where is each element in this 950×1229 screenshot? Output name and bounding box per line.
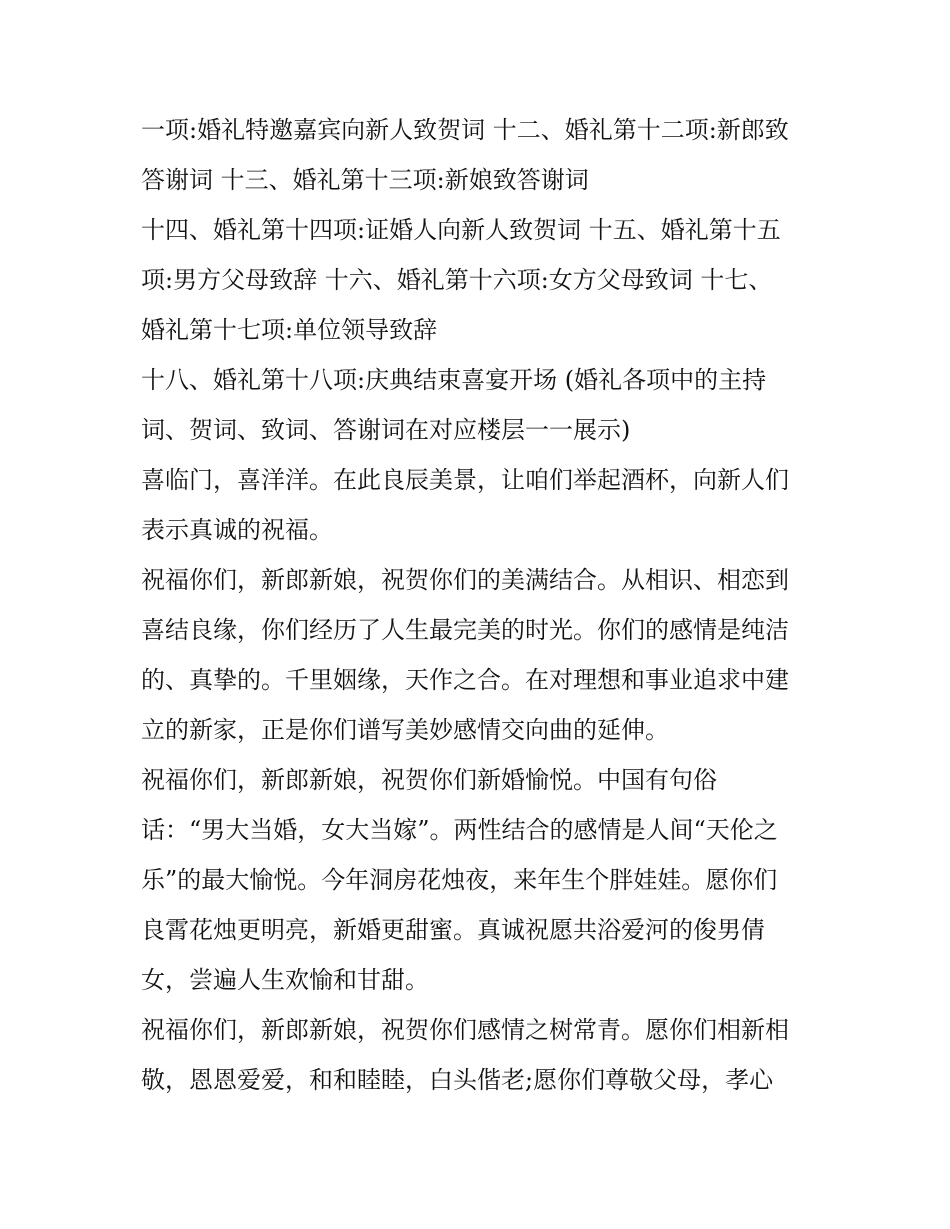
- text-line: 乐”的最大愉悦。今年洞房花烛夜，来年生个胖娃娃。愿你们: [141, 866, 778, 894]
- document-body: [141, 105, 831, 1105]
- text-line: 表示真诚的祝福。: [141, 516, 333, 544]
- text-line: 答谢词 十三、婚礼第十三项:新娘致答谢词: [141, 166, 589, 194]
- text-line: 祝福你们，新郎新娘，祝贺你们感情之树常青。愿你们相新相: [141, 1016, 789, 1044]
- text-line: 敬，恩恩爱爱，和和睦睦，白头偕老;愿你们尊敬父母，孝心: [141, 1066, 774, 1094]
- text-line: 十八、婚礼第十八项:庆典结束喜宴开场 (婚礼各项中的主持: [141, 366, 767, 394]
- text-line: 婚礼第十七项:单位领导致辞: [141, 316, 438, 344]
- text-line: 祝福你们，新郎新娘，祝贺你们的美满结合。从相识、相恋到: [141, 566, 789, 594]
- text-line: 立的新家，正是你们谱写美妙感情交向曲的延伸。: [141, 716, 669, 744]
- text-line: 词、贺词、致词、答谢词在对应楼层一一展示): [141, 416, 631, 444]
- text-line: 喜临门，喜洋洋。在此良辰美景，让咱们举起酒杯，向新人们: [141, 466, 789, 494]
- text-line: 祝福你们，新郎新娘，祝贺你们新婚愉悦。中国有句俗: [141, 766, 717, 794]
- text-line: 项:男方父母致辞 十六、婚礼第十六项:女方父母致词 十七、: [141, 266, 773, 294]
- text-line: 女，尝遍人生欢愉和甘甜。: [141, 966, 429, 994]
- text-line: 良霄花烛更明亮，新婚更甜蜜。真诚祝愿共浴爱河的俊男倩: [141, 916, 765, 944]
- text-line: 喜结良缘，你们经历了人生最完美的时光。你们的感情是纯洁: [141, 616, 789, 644]
- text-line: 十四、婚礼第十四项:证婚人向新人致贺词 十五、婚礼第十五: [141, 216, 781, 244]
- text-line: 一项:婚礼特邀嘉宾向新人致贺词 十二、婚礼第十二项:新郎致: [141, 116, 789, 144]
- text-line: 的、真挚的。千里姻缘，天作之合。在对理想和事业追求中建: [141, 666, 789, 694]
- text-line: 话：“男大当婚，女大当嫁”。两性结合的感情是人间“天伦之: [141, 816, 778, 844]
